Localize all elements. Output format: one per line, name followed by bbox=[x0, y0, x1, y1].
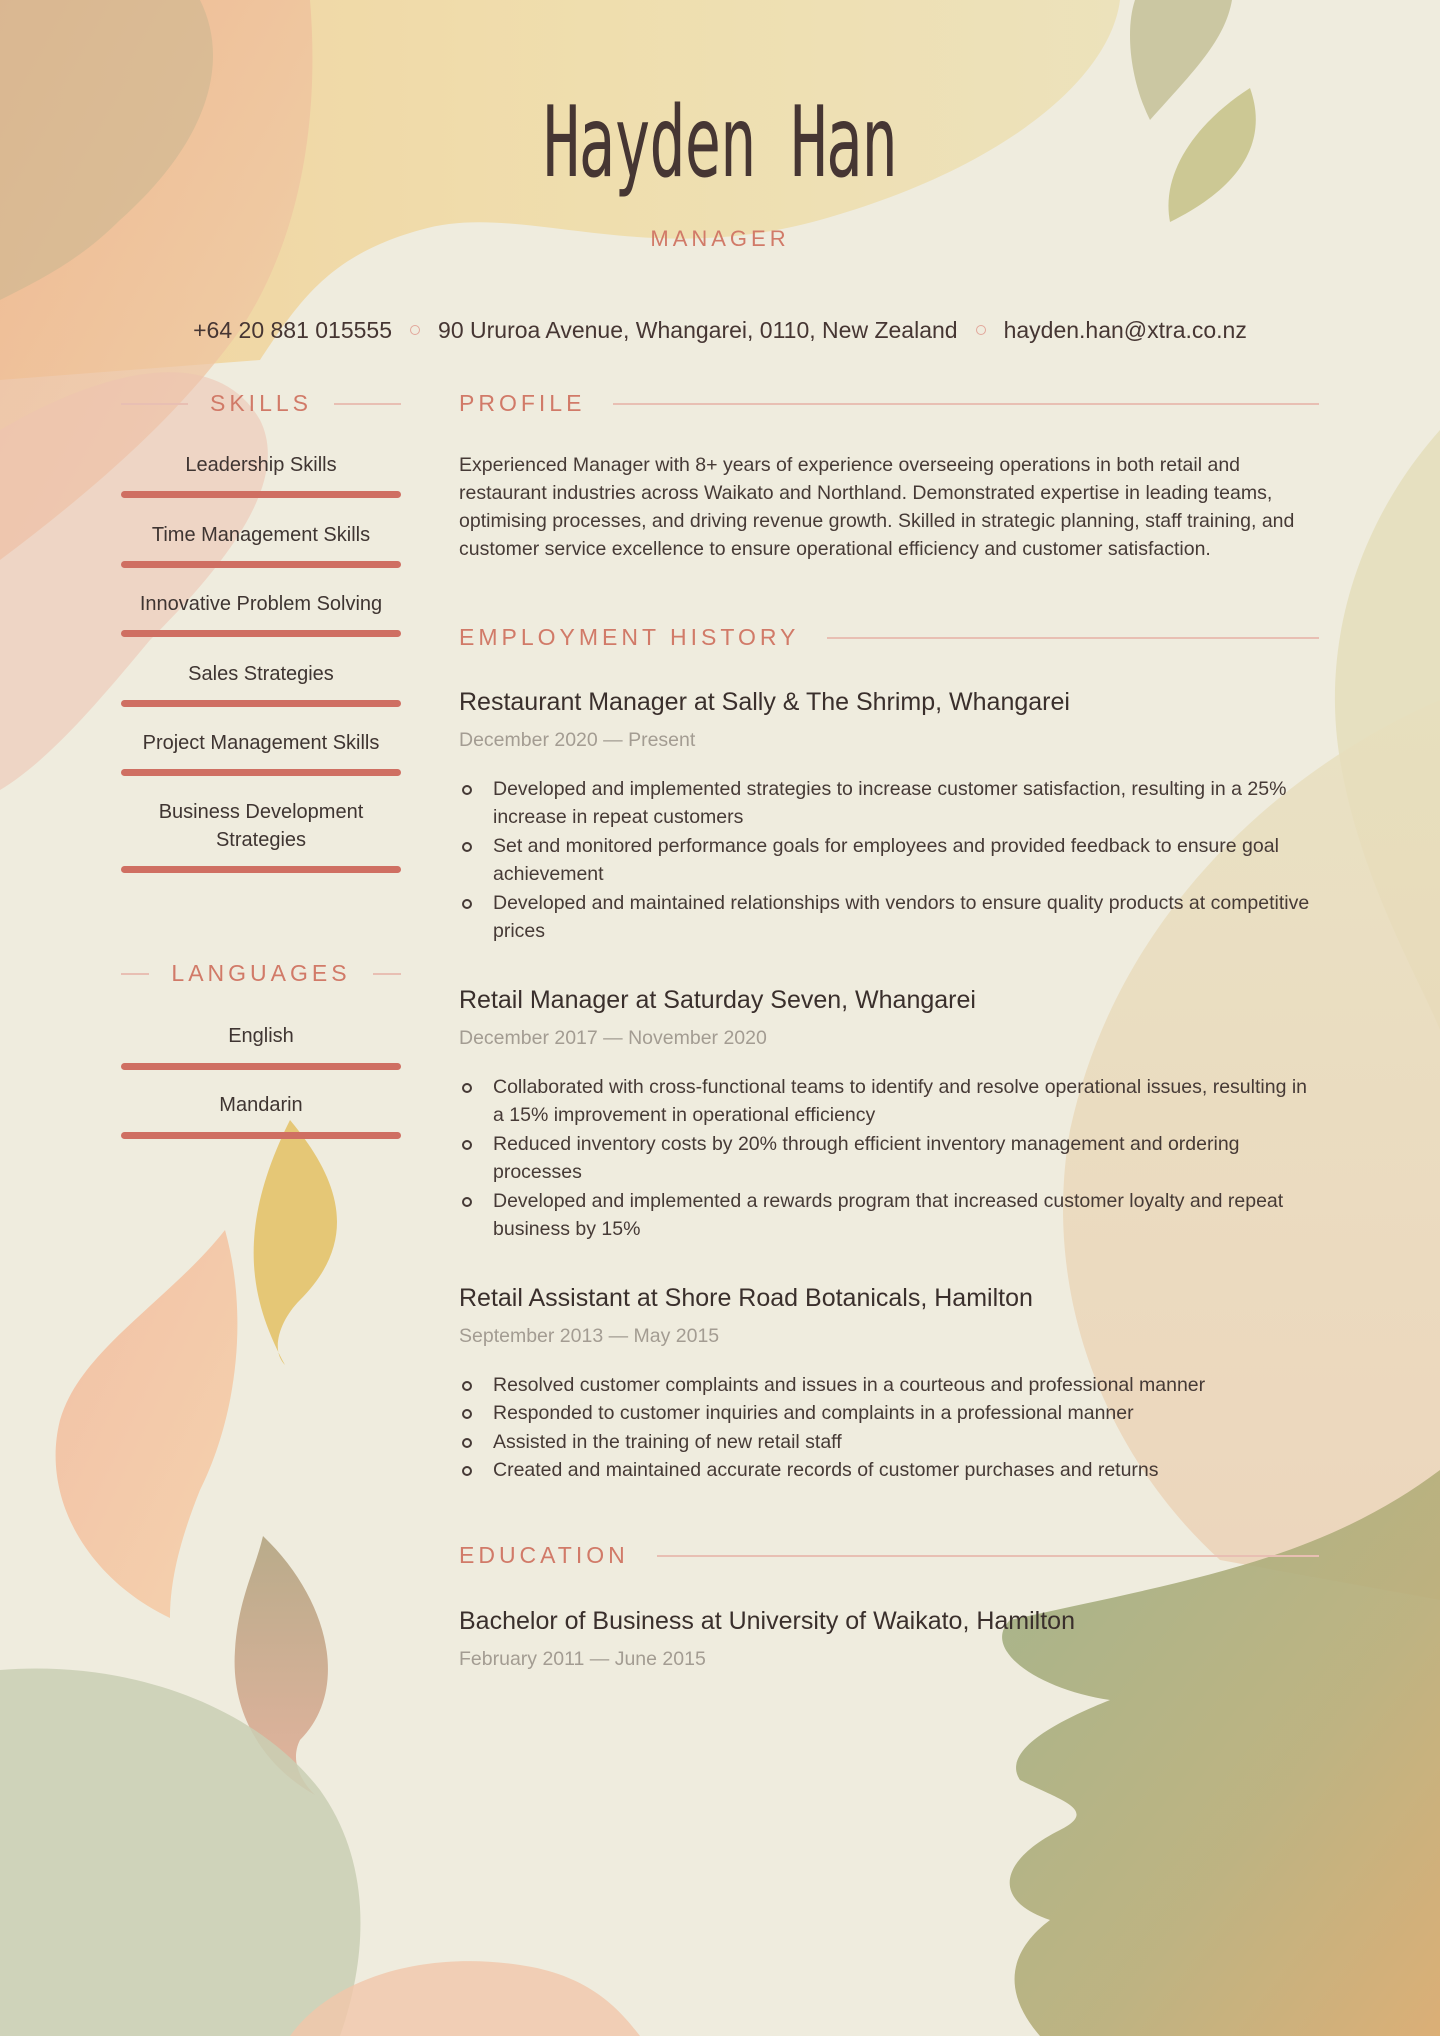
skill-item: Project Management Skills bbox=[142, 732, 380, 754]
list-item: Assisted in the training of new retail staff bbox=[459, 1428, 1321, 1456]
languages-heading bbox=[121, 960, 401, 987]
skill-item: Leadership Skills bbox=[185, 454, 337, 476]
languages-heading-label: LANGUAGES bbox=[171, 960, 351, 986]
employment-heading-label: EMPLOYMENT HISTORY bbox=[459, 624, 800, 650]
skill-level-bar bbox=[121, 769, 401, 776]
job-dates: December 2020 — Present bbox=[459, 729, 696, 751]
profile-heading bbox=[459, 390, 1319, 417]
education-heading bbox=[459, 1542, 1319, 1569]
job-title: Retail Assistant at Shore Road Botanicals, Hamilton bbox=[459, 1284, 1033, 1312]
separator-dot-icon bbox=[976, 325, 986, 335]
skill-level-bar bbox=[121, 561, 401, 568]
employment-heading bbox=[459, 624, 1319, 651]
divider bbox=[373, 973, 401, 975]
divider bbox=[827, 637, 1319, 639]
language-level-bar bbox=[121, 1063, 401, 1070]
job-bullets bbox=[459, 1371, 1321, 1485]
language-item: Mandarin bbox=[219, 1094, 303, 1116]
education-heading-label: EDUCATION bbox=[459, 1542, 629, 1568]
list-item: Resolved customer complaints and issues in a courteous and professional manner bbox=[459, 1371, 1321, 1399]
skill-level-bar bbox=[121, 630, 401, 637]
profile-heading-label: PROFILE bbox=[459, 390, 586, 416]
skills-heading bbox=[121, 390, 401, 417]
skill-level-bar bbox=[121, 700, 401, 707]
divider bbox=[121, 403, 188, 405]
education-dates: February 2011 — June 2015 bbox=[459, 1648, 706, 1670]
job-dates: December 2017 — November 2020 bbox=[459, 1027, 767, 1049]
skill-item: Time Management Skills bbox=[151, 524, 371, 546]
job-dates: September 2013 — May 2015 bbox=[459, 1325, 720, 1347]
list-item: Developed and implemented a rewards program that increased customer loyalty and repeat business by 15% bbox=[459, 1187, 1321, 1244]
list-item: Set and monitored performance goals for employees and provided feedback to ensure goal achievement bbox=[459, 832, 1321, 889]
job-bullets bbox=[459, 1073, 1321, 1243]
divider bbox=[657, 1555, 1319, 1557]
skill-item: Innovative Problem Solving bbox=[139, 593, 383, 615]
profile-summary: Experienced Manager with 8+ years of experience overseeing operations in both retail and restaurant industries across Waikato and Northland. Demonstrated expertise in leading teams, optimising processes, and driving revenue growth. Skilled in strategic planning, staff training, and customer service excellence to ensure operational efficiency and customer satisfaction. bbox=[459, 454, 1295, 560]
list-item: Developed and maintained relationships with vendors to ensure quality products at competitive prices bbox=[459, 889, 1321, 946]
list-item: Reduced inventory costs by 20% through efficient inventory management and ordering processes bbox=[459, 1130, 1321, 1187]
divider bbox=[613, 403, 1319, 405]
separator-dot-icon bbox=[410, 325, 420, 335]
divider bbox=[334, 403, 401, 405]
list-item: Developed and implemented strategies to increase customer satisfaction, resulting in a 25% increase in repeat customers bbox=[459, 775, 1321, 832]
education-title: Bachelor of Business at University of Waikato, Hamilton bbox=[459, 1607, 1075, 1635]
job-bullets bbox=[459, 775, 1321, 945]
email-address: hayden.han@xtra.co.nz bbox=[1003, 317, 1247, 343]
skill-item: Business Development Strategies bbox=[158, 801, 364, 851]
job-title: Retail Manager at Saturday Seven, Whangarei bbox=[459, 986, 976, 1014]
language-item: English bbox=[228, 1025, 294, 1047]
skill-level-bar bbox=[121, 866, 401, 873]
skill-level-bar bbox=[121, 491, 401, 498]
list-item: Responded to customer inquiries and complaints in a professional manner bbox=[459, 1399, 1321, 1427]
language-level-bar bbox=[121, 1132, 401, 1139]
skill-item: Sales Strategies bbox=[188, 663, 334, 685]
list-item: Created and maintained accurate records of customer purchases and returns bbox=[459, 1456, 1321, 1484]
job-title: Restaurant Manager at Sally & The Shrimp, Whangarei bbox=[459, 688, 1070, 716]
candidate-name: Hayden Han bbox=[543, 86, 897, 200]
job-role-title: MANAGER bbox=[650, 226, 790, 251]
address: 90 Ururoa Avenue, Whangarei, 0110, New Zealand bbox=[438, 317, 958, 343]
list-item: Collaborated with cross-functional teams to identify and resolve operational issues, resulting in a 15% improvement in operational efficiency bbox=[459, 1073, 1321, 1130]
divider bbox=[121, 973, 149, 975]
phone-number: +64 20 881 015555 bbox=[193, 317, 393, 343]
contact-bar bbox=[0, 317, 1440, 344]
skills-heading-label: SKILLS bbox=[210, 390, 312, 416]
